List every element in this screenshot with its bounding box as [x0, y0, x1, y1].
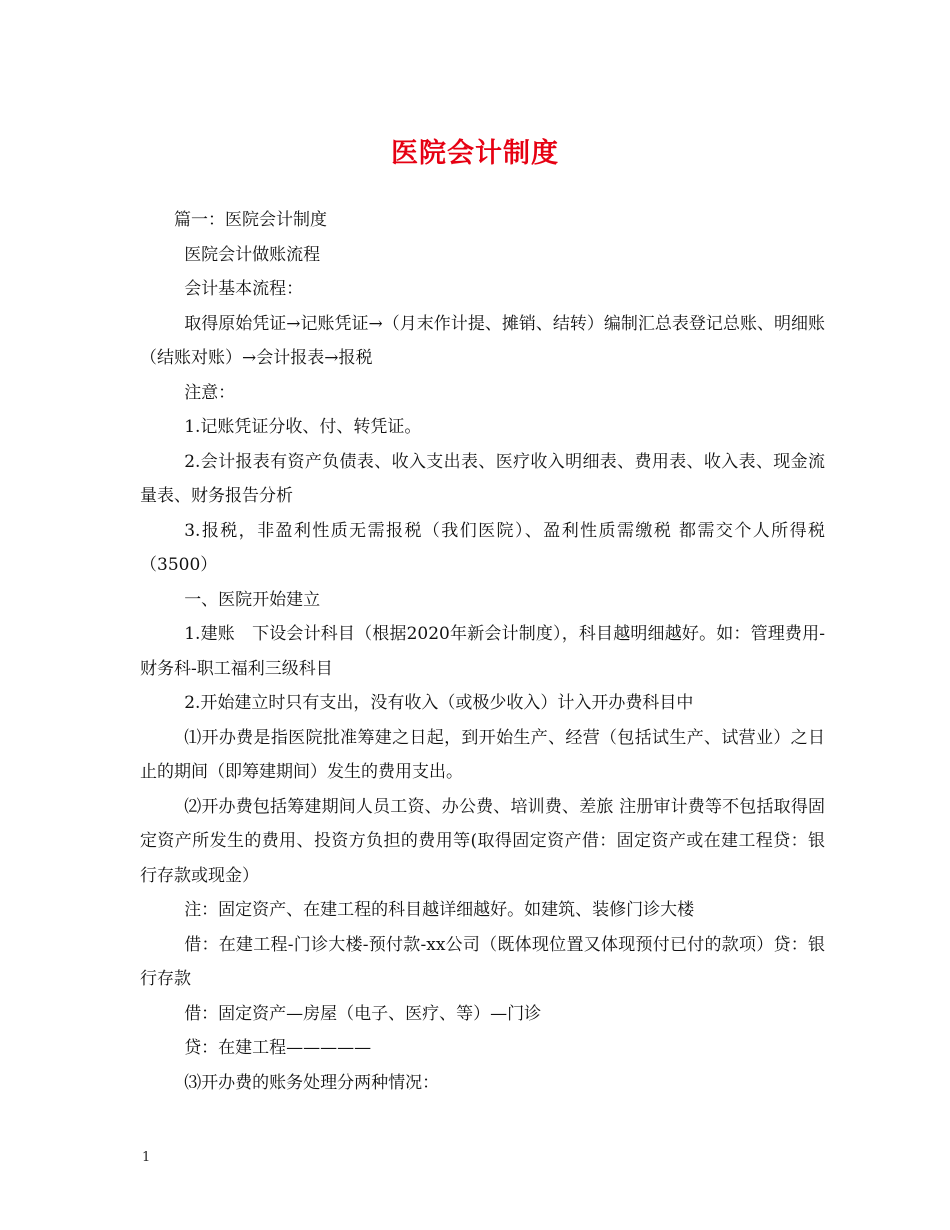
paragraph-note-heading: 注意： [184, 382, 236, 403]
paragraph-credit-construction: 贷：在建工程————— [184, 1038, 372, 1058]
paragraph-note-3: 3.报税，非盈利性质无需报税（我们医院）、盈利性质需缴税 都需交个人所得税（3500） [140, 520, 825, 575]
paragraph-item-2: 2.开始建立时只有支出，没有收入（或极少收入）计入开办费科目中 [184, 693, 694, 713]
paragraph-sub-3: ⑶开办费的账务处理分两种情况： [184, 1072, 440, 1093]
paragraph-note-fixed-assets: 注：固定资产、在建工程的科目越详细越好。如建筑、装修门诊大楼 [184, 900, 695, 920]
page-number: 1 [142, 1150, 151, 1165]
paragraph-item-1: 1.建账 下设会计科目（根据2020年新会计制度），科目越明细越好。如：管理费用-财务科-职工福利三级科目 [140, 624, 825, 679]
paragraph-subtitle: 医院会计做账流程 [184, 244, 321, 265]
paragraph-note-2: 2.会计报表有资产负债表、收入支出表、医疗收入明细表、费用表、收入表、现金流量表、财务报告分析 [140, 451, 825, 506]
paragraph-debit-construction: 借：在建工程-门诊大楼-预付款-xx公司（既体现位置又体现预付已付的款项）贷：银行存款 [140, 934, 825, 989]
paragraph-process-flow: 取得原始凭证→记账凭证→（月末作计提、摊销、结转）编制汇总表登记总账、明细账（结账对账）→会计报表→报税 [140, 313, 825, 368]
paragraph-note-1: 1.记账凭证分收、付、转凭证。 [184, 417, 422, 437]
document-title: 医院会计制度 [391, 138, 559, 169]
paragraph-debit-fixed-assets: 借：固定资产—房屋（电子、医疗、等）—门诊 [184, 1003, 542, 1024]
paragraph-section-1-heading: 一、医院开始建立 [184, 589, 321, 610]
paragraph-sub-1: ⑴开办费是指医院批准筹建之日起，到开始生产、经营（包括试生产、试营业）之日止的期间（即筹建期间）发生的费用支出。 [140, 727, 825, 782]
paragraph-chapter-heading: 篇一：医院会计制度 [174, 210, 327, 230]
paragraph-sub-2: ⑵开办费包括筹建期间人员工资、办公费、培训费、差旅 注册审计费等不包括取得固定资产所发生的费用、投资方负担的费用等(取得固定资产借：固定资产或在建工程贷：银行存款或现金） [140, 796, 825, 886]
document-body [140, 203, 825, 1100]
paragraph-basic-process-heading: 会计基本流程： [184, 279, 304, 299]
